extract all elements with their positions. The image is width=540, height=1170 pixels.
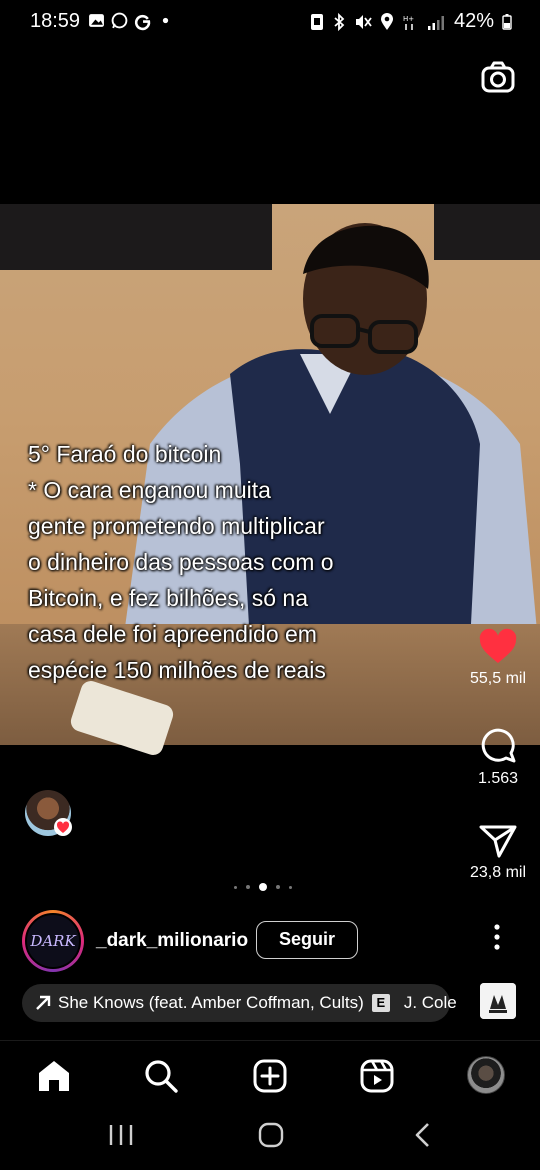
create-icon[interactable] bbox=[251, 1057, 289, 1095]
like-count: 55,5 mil bbox=[469, 670, 527, 687]
share-count: 23,8 mil bbox=[469, 864, 527, 881]
reels-icon[interactable] bbox=[358, 1057, 396, 1095]
carousel-dot bbox=[289, 886, 292, 889]
post-overlay-text bbox=[28, 436, 408, 688]
svg-text:H+: H+ bbox=[402, 14, 415, 23]
nfc-icon bbox=[310, 13, 324, 31]
author-avatar-text: DARK bbox=[25, 913, 81, 969]
overlay-line: gente prometendo multiplicar bbox=[28, 513, 325, 539]
status-system-icons bbox=[310, 10, 512, 33]
status-time: 18:59 bbox=[30, 10, 81, 32]
music-pill[interactable] bbox=[22, 984, 457, 1022]
music-track: She Knows (feat. Amber Coffman, Cults) bbox=[58, 993, 364, 1012]
more-options-icon[interactable] bbox=[486, 922, 508, 952]
home-circle-icon[interactable] bbox=[256, 1122, 286, 1148]
follow-button[interactable]: Seguir bbox=[256, 921, 358, 959]
overlay-line: 5° Faraó do bitcoin bbox=[28, 441, 222, 467]
whatsapp-icon bbox=[111, 12, 128, 29]
explicit-badge: E bbox=[372, 994, 390, 1012]
carousel-dot bbox=[234, 886, 237, 889]
status-notification-icons bbox=[88, 12, 174, 29]
profile-avatar[interactable] bbox=[467, 1056, 505, 1094]
share-action[interactable] bbox=[464, 824, 532, 882]
carousel-dot bbox=[276, 885, 280, 889]
like-action[interactable] bbox=[464, 630, 532, 688]
carousel-indicator bbox=[234, 883, 292, 891]
overlay-line: espécie 150 milhões de reais bbox=[28, 657, 326, 683]
google-icon bbox=[134, 12, 151, 29]
comment-icon[interactable] bbox=[479, 726, 517, 764]
comment-count: 1.563 bbox=[477, 770, 519, 787]
music-artist: J. Cole bbox=[403, 993, 457, 1012]
overlay-line: * O cara enganou muita bbox=[28, 477, 271, 503]
camera-icon[interactable] bbox=[480, 60, 516, 96]
heart-icon[interactable] bbox=[479, 630, 517, 664]
carousel-dot bbox=[246, 885, 250, 889]
overlay-line: o dinheiro das pessoas com o bbox=[28, 549, 334, 575]
search-icon[interactable] bbox=[142, 1057, 180, 1095]
carousel-dot-active bbox=[259, 883, 267, 891]
post-media[interactable] bbox=[0, 204, 540, 745]
gallery-icon bbox=[88, 12, 105, 29]
hd-icon bbox=[402, 13, 418, 31]
author-avatar[interactable] bbox=[22, 910, 84, 972]
recents-icon[interactable] bbox=[106, 1122, 136, 1148]
overlay-line: casa dele foi apreendido em bbox=[28, 621, 317, 647]
send-icon[interactable] bbox=[479, 824, 517, 858]
signal-icon bbox=[426, 13, 446, 31]
album-art[interactable] bbox=[480, 983, 516, 1019]
home-icon[interactable] bbox=[35, 1057, 73, 1095]
battery-icon bbox=[502, 14, 512, 30]
overlay-line: Bitcoin, e fez bilhões, só na bbox=[28, 585, 308, 611]
arrow-up-right-icon bbox=[34, 994, 52, 1012]
bluetooth-icon bbox=[332, 13, 346, 31]
back-icon[interactable] bbox=[408, 1122, 438, 1148]
status-bar bbox=[0, 0, 540, 44]
small-heart-icon bbox=[54, 818, 72, 836]
battery-percent: 42% bbox=[453, 10, 494, 32]
dot-icon bbox=[157, 12, 174, 29]
location-icon bbox=[380, 13, 394, 31]
author-username[interactable]: _dark_milionario bbox=[96, 930, 249, 951]
bottom-navigation bbox=[0, 1040, 540, 1110]
comment-action[interactable] bbox=[464, 726, 532, 788]
mute-icon bbox=[354, 13, 372, 31]
android-navigation-bar bbox=[0, 1110, 540, 1170]
